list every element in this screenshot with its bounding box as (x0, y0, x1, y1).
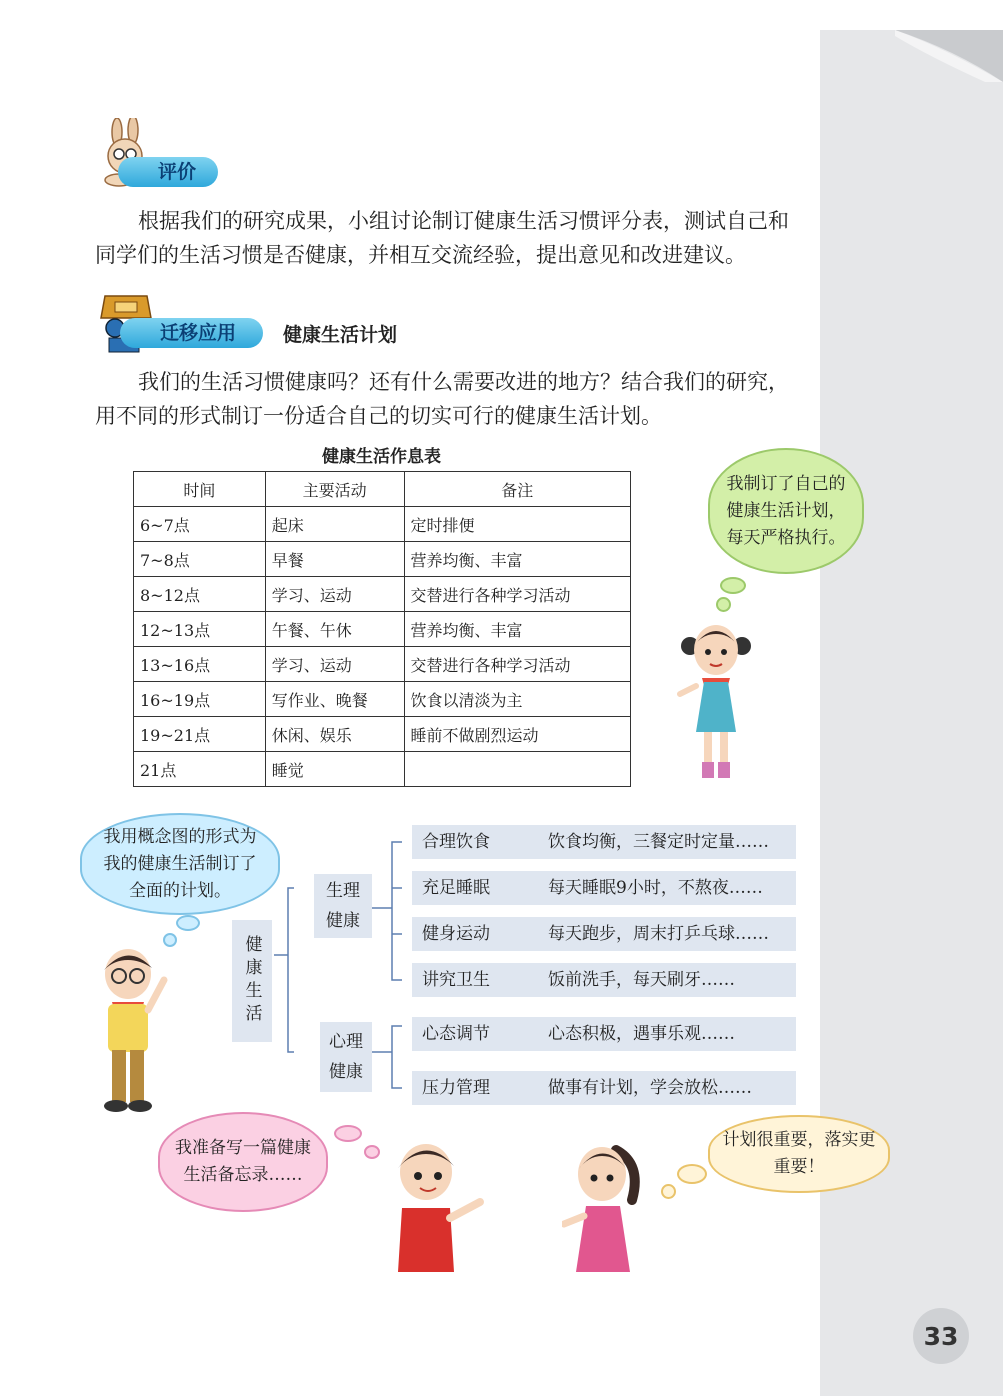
concept-item-detail: 饭前洗手，每天刷牙…… (548, 970, 735, 990)
table-cell: 16~19点 (134, 682, 266, 717)
girl-important-speech-cloud (708, 1115, 890, 1193)
table-cell: 写作业、晚餐 (265, 682, 404, 717)
evaluation-paragraph: 根据我们的研究成果，小组讨论制订健康生活习惯评分表，测试自己和同学们的生活习惯是否健康，并相互交流经验，提出意见和改进建议。 (95, 209, 789, 267)
concept-item-row (412, 825, 796, 859)
table-cell: 12~13点 (134, 612, 266, 647)
girl-character-icon (676, 612, 756, 788)
table-cell: 交替进行各种学习活动 (404, 647, 630, 682)
thought-bubble-dot (364, 1145, 380, 1159)
concept-item-row (412, 1017, 796, 1051)
table-cell: 定时排便 (404, 507, 630, 542)
table-cell: 学习、运动 (265, 577, 404, 612)
evaluation-heading: 评价 (118, 157, 218, 187)
concept-item-detail: 每天跑步，周末打乒乓球…… (548, 924, 769, 944)
table-row (134, 542, 631, 577)
table-cell: 睡觉 (265, 752, 404, 787)
table-cell: 饮食以清淡为主 (404, 682, 630, 717)
header-cell: 备注 (404, 472, 630, 507)
concept-item-detail: 饮食均衡，三餐定时定量…… (548, 832, 769, 852)
boy-concept-speech-cloud (80, 813, 280, 915)
schedule-table (133, 471, 631, 787)
table-cell: 学习、运动 (265, 647, 404, 682)
boy-memo-speech-cloud (158, 1112, 328, 1212)
boy-glasses-character-icon (92, 942, 174, 1118)
thought-bubble-dot (334, 1125, 362, 1142)
application-subtitle: 健康生活计划 (283, 324, 398, 346)
table-cell: 起床 (265, 507, 404, 542)
table-row (134, 612, 631, 647)
concept-branch-physiology (314, 874, 372, 938)
page-edge (820, 30, 1003, 1396)
table-row (134, 647, 631, 682)
page-curl (895, 30, 1003, 82)
table-cell: 7~8点 (134, 542, 266, 577)
table-cell: 21点 (134, 752, 266, 787)
concept-item-row (412, 917, 796, 951)
thought-bubble-dot (716, 597, 731, 612)
table-cell: 交替进行各种学习活动 (404, 577, 630, 612)
girl-important-speech-text: 计划很重要，落实更重要！ (722, 1130, 876, 1177)
boy-red-shirt-character-icon (384, 1132, 488, 1282)
concept-root-label: 健康生活 (241, 935, 262, 1027)
table-cell: 营养均衡、丰富 (404, 542, 630, 577)
table-cell: 6~7点 (134, 507, 266, 542)
table-cell: 早餐 (265, 542, 404, 577)
table-row (134, 577, 631, 612)
concept-item-label: 健身运动 (422, 924, 490, 944)
table-cell: 休闲、娱乐 (265, 717, 404, 752)
application-paragraph: 我们的生活习惯健康吗？还有什么需要改进的地方？结合我们的研究，用不同的形式制订一份适合自己的切实可行的健康生活计划。 (95, 370, 789, 428)
concept-item-detail: 心态积极，遇事乐观…… (548, 1024, 735, 1044)
table-cell: 19~21点 (134, 717, 266, 752)
thought-bubble-dot (661, 1184, 676, 1199)
concept-item-detail: 做事有计划，学会放松…… (548, 1078, 752, 1098)
header-cell: 时间 (134, 472, 266, 507)
schedule-title: 健康生活作息表 (322, 447, 441, 467)
application-heading: 迁移应用 (120, 318, 263, 348)
concept-item-label: 压力管理 (422, 1078, 490, 1098)
thought-bubble-dot (677, 1164, 707, 1184)
concept-branch-label: 生理健康 (326, 881, 360, 931)
boy-concept-speech-text: 我用概念图的形式为我的健康生活制订了全面的计划。 (103, 826, 257, 901)
header-cell: 主要活动 (265, 472, 404, 507)
table-cell: 营养均衡、丰富 (404, 612, 630, 647)
table-cell: 睡前不做剧烈运动 (404, 717, 630, 752)
concept-item-label: 合理饮食 (422, 832, 490, 852)
table-header-row (134, 472, 631, 507)
concept-item-label: 心态调节 (422, 1024, 490, 1044)
table-row (134, 752, 631, 787)
concept-item-row (412, 963, 796, 997)
thought-bubble-dot (720, 577, 746, 594)
table-cell: 8~12点 (134, 577, 266, 612)
concept-branch-label: 心理健康 (329, 1032, 363, 1082)
girl-plan-speech-text: 我制订了自己的健康生活计划，每天严格执行。 (726, 473, 846, 548)
boy-memo-speech-text: 我准备写一篇健康生活备忘录…… (175, 1138, 311, 1185)
concept-item-detail: 每天睡眠9小时，不熬夜…… (548, 878, 763, 898)
table-row (134, 507, 631, 542)
table-cell: 13~16点 (134, 647, 266, 682)
table-row (134, 717, 631, 752)
concept-item-label: 充足睡眠 (422, 878, 490, 898)
girl-pink-dress-character-icon (562, 1134, 642, 1280)
table-cell (404, 752, 630, 787)
girl-plan-speech-cloud (708, 448, 864, 574)
concept-item-label: 讲究卫生 (422, 970, 490, 990)
concept-item-row (412, 1071, 796, 1105)
thought-bubble-dot (176, 915, 200, 931)
concept-root-box (232, 920, 272, 1042)
table-row (134, 682, 631, 717)
page-number: 33 (913, 1308, 969, 1364)
concept-item-row (412, 871, 796, 905)
concept-branch-psychology (320, 1022, 372, 1092)
table-cell: 午餐、午休 (265, 612, 404, 647)
